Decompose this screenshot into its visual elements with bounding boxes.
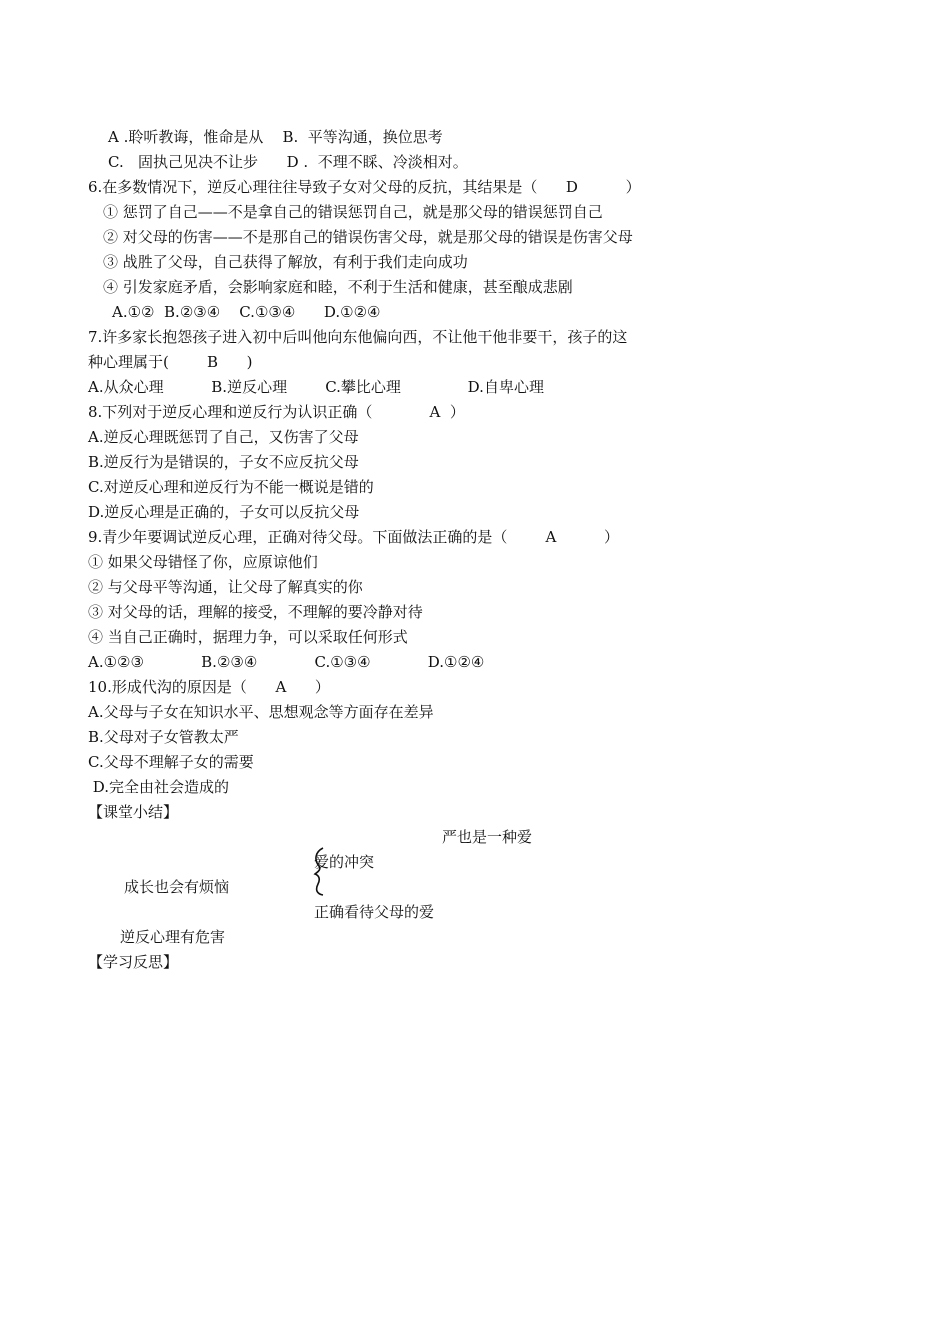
summary-heading: 【课堂小结】 [88,803,179,821]
summary-growth: 成长也会有烦恼 [124,878,230,896]
q5-option-line-1: A .聆听教诲，惟命是从 B. 平等沟通，换位思考 [108,128,443,146]
q6-statement-3: ③ 战胜了父母，自己获得了解放，有利于我们走向成功 [103,253,468,271]
q7-options: A.从众心理 B.逆反心理 C.攀比心理 D.自卑心理 [88,378,544,396]
q7-stem-line-1: 7.许多家长抱怨孩子进入初中后叫他向东他偏向西，不让他干他非要干，孩子的这 [88,328,628,346]
summary-harm: 逆反心理有危害 [120,928,226,946]
q6-statement-4: ④ 引发家庭矛盾，会影响家庭和睦，不利于生活和健康，甚至酿成悲剧 [103,278,573,296]
summary-brace-icon [312,846,326,896]
summary-correct-view: 正确看待父母的爱 [314,903,435,921]
q5-option-line-2: C. 固执己见决不让步 D . 不理不睬、冷淡相对。 [108,153,468,171]
q8-option-b: B.逆反行为是错误的，子女不应反抗父母 [88,453,359,471]
q6-stem: 6.在多数情况下，逆反心理往往导致子女对父母的反抗，其结果是（ D ） [88,178,641,196]
q6-statement-1: ① 惩罚了自己——不是拿自己的错误惩罚自己，就是那父母的错误惩罚自己 [103,203,603,221]
q9-statement-2: ② 与父母平等沟通，让父母了解真实的你 [88,578,363,596]
q9-options: A.①②③ B.②③④ C.①③④ D.①②④ [88,653,485,671]
q10-option-c: C.父母不理解子女的需要 [88,753,254,771]
q10-option-d: D.完全由社会造成的 [88,778,230,796]
q10-option-b: B.父母对子女管教太严 [88,728,239,746]
q8-option-d: D.逆反心理是正确的，子女可以反抗父母 [88,503,360,521]
reflection-heading: 【学习反思】 [88,953,179,971]
q10-option-a: A.父母与子女在知识水平、思想观念等方面存在差异 [88,703,434,721]
q6-statement-2: ② 对父母的伤害——不是那自己的错误伤害父母，就是那父母的错误是伤害父母 [103,228,633,246]
summary-love-conflict: 爱的冲突 [314,853,375,871]
q8-option-a: A.逆反心理既惩罚了自己，又伤害了父母 [88,428,359,446]
q9-statement-4: ④ 当自己正确时，据理力争，可以采取任何形式 [88,628,408,646]
q6-options: A.①② B.②③④ C.①③④ D.①②④ [112,303,381,321]
q10-stem: 10.形成代沟的原因是（ A ） [88,678,330,696]
q8-stem: 8.下列对于逆反心理和逆反行为认识正确（ A ） [88,403,465,421]
q9-stem: 9.青少年要调试逆反心理，正确对待父母。下面做法正确的是（ A ） [88,528,619,546]
q9-statement-3: ③ 对父母的话，理解的接受，不理解的要冷静对待 [88,603,423,621]
q9-statement-1: ① 如果父母错怪了你，应原谅他们 [88,553,318,571]
q8-option-c: C.对逆反心理和逆反行为不能一概说是错的 [88,478,374,496]
q7-stem-line-2: 种心理属于( B ) [88,353,253,371]
summary-strict-love: 严也是一种爱 [442,828,533,846]
